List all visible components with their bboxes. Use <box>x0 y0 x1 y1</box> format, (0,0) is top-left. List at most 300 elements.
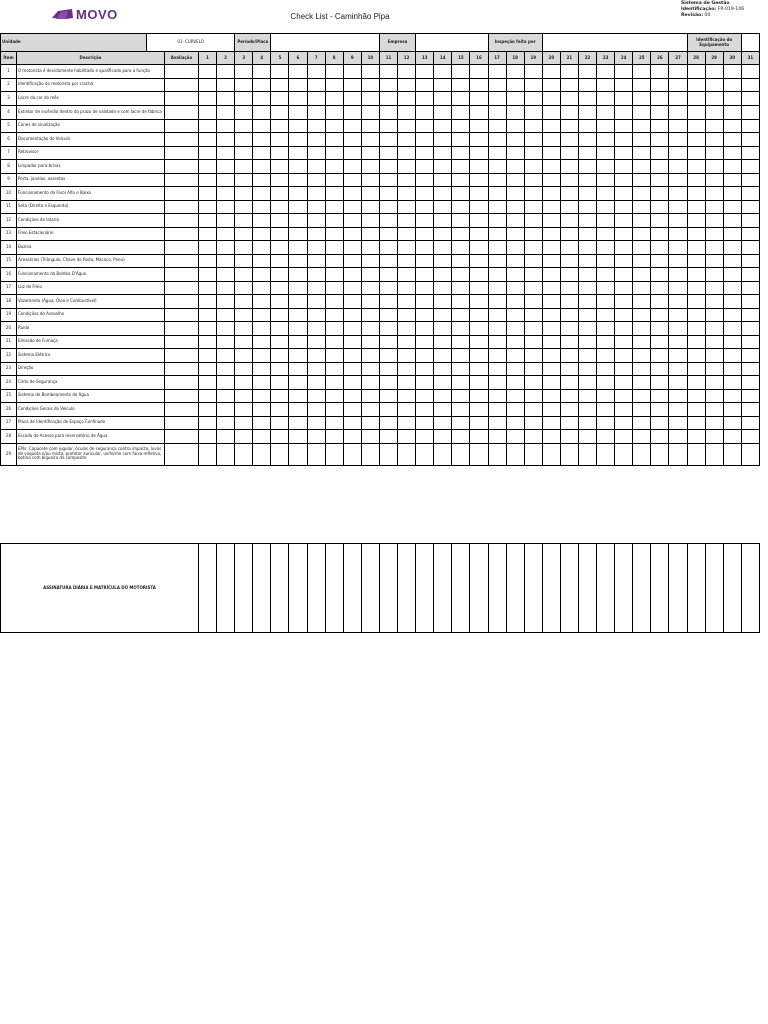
day-check-cell[interactable] <box>651 308 669 322</box>
day-check-cell[interactable] <box>578 281 596 295</box>
day-check-cell[interactable] <box>361 281 379 295</box>
day-check-cell[interactable] <box>235 322 253 336</box>
day-check-cell[interactable] <box>271 254 289 268</box>
day-check-cell[interactable] <box>398 133 416 147</box>
day-check-cell[interactable] <box>343 443 361 465</box>
day-check-cell[interactable] <box>434 214 452 228</box>
day-check-cell[interactable] <box>434 308 452 322</box>
day-check-cell[interactable] <box>452 105 470 119</box>
day-check-cell[interactable] <box>578 349 596 363</box>
day-check-cell[interactable] <box>705 160 723 174</box>
day-check-cell[interactable] <box>289 430 307 444</box>
day-check-cell[interactable] <box>235 254 253 268</box>
day-check-cell[interactable] <box>560 187 578 201</box>
day-check-cell[interactable] <box>542 389 560 403</box>
day-check-cell[interactable] <box>271 281 289 295</box>
day-check-cell[interactable] <box>687 173 705 187</box>
day-check-cell[interactable] <box>524 200 542 214</box>
day-check-cell[interactable] <box>379 119 397 133</box>
day-check-cell[interactable] <box>524 322 542 336</box>
day-check-cell[interactable] <box>325 214 343 228</box>
day-check-cell[interactable] <box>597 443 615 465</box>
day-check-cell[interactable] <box>253 78 271 92</box>
day-check-cell[interactable] <box>398 443 416 465</box>
day-check-cell[interactable] <box>307 160 325 174</box>
day-check-cell[interactable] <box>723 105 741 119</box>
evaluation-cell[interactable] <box>165 119 199 133</box>
day-check-cell[interactable] <box>633 119 651 133</box>
day-check-cell[interactable] <box>416 119 434 133</box>
day-check-cell[interactable] <box>524 281 542 295</box>
day-check-cell[interactable] <box>723 173 741 187</box>
day-check-cell[interactable] <box>452 146 470 160</box>
day-check-cell[interactable] <box>434 268 452 282</box>
day-check-cell[interactable] <box>235 335 253 349</box>
day-check-cell[interactable] <box>578 173 596 187</box>
day-check-cell[interactable] <box>597 362 615 376</box>
day-check-cell[interactable] <box>597 119 615 133</box>
day-check-cell[interactable] <box>615 362 633 376</box>
day-check-cell[interactable] <box>488 65 506 79</box>
day-check-cell[interactable] <box>542 227 560 241</box>
day-check-cell[interactable] <box>452 119 470 133</box>
evaluation-cell[interactable] <box>165 335 199 349</box>
day-check-cell[interactable] <box>687 308 705 322</box>
day-check-cell[interactable] <box>361 335 379 349</box>
day-check-cell[interactable] <box>289 241 307 255</box>
day-check-cell[interactable] <box>578 227 596 241</box>
day-check-cell[interactable] <box>235 214 253 228</box>
day-check-cell[interactable] <box>325 416 343 430</box>
day-check-cell[interactable] <box>705 349 723 363</box>
day-check-cell[interactable] <box>343 160 361 174</box>
day-check-cell[interactable] <box>741 322 759 336</box>
day-check-cell[interactable] <box>470 92 488 106</box>
day-check-cell[interactable] <box>325 335 343 349</box>
day-check-cell[interactable] <box>361 389 379 403</box>
day-check-cell[interactable] <box>416 295 434 309</box>
day-check-cell[interactable] <box>542 254 560 268</box>
day-check-cell[interactable] <box>741 308 759 322</box>
day-check-cell[interactable] <box>597 376 615 390</box>
day-check-cell[interactable] <box>343 200 361 214</box>
day-check-cell[interactable] <box>651 430 669 444</box>
signature-day-cell[interactable] <box>361 544 379 633</box>
day-check-cell[interactable] <box>723 92 741 106</box>
day-check-cell[interactable] <box>488 241 506 255</box>
day-check-cell[interactable] <box>343 119 361 133</box>
day-check-cell[interactable] <box>434 403 452 417</box>
evaluation-cell[interactable] <box>165 268 199 282</box>
day-check-cell[interactable] <box>398 268 416 282</box>
evaluation-cell[interactable] <box>165 78 199 92</box>
day-check-cell[interactable] <box>217 133 235 147</box>
evaluation-cell[interactable] <box>165 187 199 201</box>
day-check-cell[interactable] <box>615 200 633 214</box>
day-check-cell[interactable] <box>560 389 578 403</box>
day-check-cell[interactable] <box>307 403 325 417</box>
day-check-cell[interactable] <box>687 65 705 79</box>
day-check-cell[interactable] <box>434 65 452 79</box>
day-check-cell[interactable] <box>615 214 633 228</box>
signature-day-cell[interactable] <box>651 544 669 633</box>
day-check-cell[interactable] <box>379 160 397 174</box>
day-check-cell[interactable] <box>542 200 560 214</box>
day-check-cell[interactable] <box>651 254 669 268</box>
day-check-cell[interactable] <box>325 227 343 241</box>
day-check-cell[interactable] <box>434 187 452 201</box>
day-check-cell[interactable] <box>506 254 524 268</box>
day-check-cell[interactable] <box>253 376 271 390</box>
evaluation-cell[interactable] <box>165 308 199 322</box>
day-check-cell[interactable] <box>597 146 615 160</box>
day-check-cell[interactable] <box>398 78 416 92</box>
day-check-cell[interactable] <box>741 416 759 430</box>
day-check-cell[interactable] <box>199 295 217 309</box>
day-check-cell[interactable] <box>669 416 687 430</box>
day-check-cell[interactable] <box>307 105 325 119</box>
day-check-cell[interactable] <box>289 335 307 349</box>
signature-day-cell[interactable] <box>470 544 488 633</box>
day-check-cell[interactable] <box>217 349 235 363</box>
day-check-cell[interactable] <box>506 65 524 79</box>
day-check-cell[interactable] <box>416 430 434 444</box>
day-check-cell[interactable] <box>325 133 343 147</box>
day-check-cell[interactable] <box>651 443 669 465</box>
signature-day-cell[interactable] <box>506 544 524 633</box>
day-check-cell[interactable] <box>271 362 289 376</box>
day-check-cell[interactable] <box>379 65 397 79</box>
day-check-cell[interactable] <box>398 200 416 214</box>
day-check-cell[interactable] <box>488 78 506 92</box>
day-check-cell[interactable] <box>361 241 379 255</box>
day-check-cell[interactable] <box>271 322 289 336</box>
day-check-cell[interactable] <box>235 281 253 295</box>
day-check-cell[interactable] <box>217 160 235 174</box>
day-check-cell[interactable] <box>542 362 560 376</box>
day-check-cell[interactable] <box>452 200 470 214</box>
day-check-cell[interactable] <box>307 430 325 444</box>
day-check-cell[interactable] <box>434 362 452 376</box>
day-check-cell[interactable] <box>669 430 687 444</box>
evaluation-cell[interactable] <box>165 241 199 255</box>
day-check-cell[interactable] <box>524 241 542 255</box>
day-check-cell[interactable] <box>235 241 253 255</box>
day-check-cell[interactable] <box>615 335 633 349</box>
day-check-cell[interactable] <box>524 443 542 465</box>
day-check-cell[interactable] <box>470 308 488 322</box>
day-check-cell[interactable] <box>470 241 488 255</box>
day-check-cell[interactable] <box>506 362 524 376</box>
day-check-cell[interactable] <box>470 133 488 147</box>
day-check-cell[interactable] <box>615 349 633 363</box>
day-check-cell[interactable] <box>470 430 488 444</box>
day-check-cell[interactable] <box>470 268 488 282</box>
day-check-cell[interactable] <box>271 65 289 79</box>
day-check-cell[interactable] <box>271 200 289 214</box>
day-check-cell[interactable] <box>343 295 361 309</box>
signature-day-cell[interactable] <box>253 544 271 633</box>
day-check-cell[interactable] <box>615 119 633 133</box>
signature-day-cell[interactable] <box>615 544 633 633</box>
day-check-cell[interactable] <box>578 105 596 119</box>
day-check-cell[interactable] <box>578 146 596 160</box>
day-check-cell[interactable] <box>651 295 669 309</box>
day-check-cell[interactable] <box>578 322 596 336</box>
day-check-cell[interactable] <box>361 254 379 268</box>
day-check-cell[interactable] <box>470 322 488 336</box>
signature-day-cell[interactable] <box>379 544 397 633</box>
day-check-cell[interactable] <box>687 268 705 282</box>
day-check-cell[interactable] <box>723 349 741 363</box>
day-check-cell[interactable] <box>633 416 651 430</box>
day-check-cell[interactable] <box>343 146 361 160</box>
day-check-cell[interactable] <box>253 173 271 187</box>
signature-day-cell[interactable] <box>560 544 578 633</box>
day-check-cell[interactable] <box>705 335 723 349</box>
signature-day-cell[interactable] <box>289 544 307 633</box>
inspecao-value[interactable] <box>542 34 687 52</box>
day-check-cell[interactable] <box>488 416 506 430</box>
day-check-cell[interactable] <box>506 430 524 444</box>
day-check-cell[interactable] <box>597 214 615 228</box>
day-check-cell[interactable] <box>199 349 217 363</box>
day-check-cell[interactable] <box>452 430 470 444</box>
day-check-cell[interactable] <box>199 65 217 79</box>
day-check-cell[interactable] <box>705 133 723 147</box>
day-check-cell[interactable] <box>379 78 397 92</box>
day-check-cell[interactable] <box>217 268 235 282</box>
day-check-cell[interactable] <box>452 78 470 92</box>
day-check-cell[interactable] <box>705 119 723 133</box>
day-check-cell[interactable] <box>669 403 687 417</box>
day-check-cell[interactable] <box>416 133 434 147</box>
day-check-cell[interactable] <box>560 268 578 282</box>
day-check-cell[interactable] <box>560 146 578 160</box>
day-check-cell[interactable] <box>325 376 343 390</box>
day-check-cell[interactable] <box>578 430 596 444</box>
day-check-cell[interactable] <box>452 65 470 79</box>
day-check-cell[interactable] <box>271 268 289 282</box>
day-check-cell[interactable] <box>307 362 325 376</box>
day-check-cell[interactable] <box>524 173 542 187</box>
day-check-cell[interactable] <box>379 389 397 403</box>
day-check-cell[interactable] <box>307 173 325 187</box>
day-check-cell[interactable] <box>651 105 669 119</box>
day-check-cell[interactable] <box>325 92 343 106</box>
day-check-cell[interactable] <box>199 119 217 133</box>
day-check-cell[interactable] <box>542 133 560 147</box>
day-check-cell[interactable] <box>235 416 253 430</box>
day-check-cell[interactable] <box>398 349 416 363</box>
day-check-cell[interactable] <box>470 65 488 79</box>
day-check-cell[interactable] <box>307 200 325 214</box>
day-check-cell[interactable] <box>217 92 235 106</box>
day-check-cell[interactable] <box>470 443 488 465</box>
signature-day-cell[interactable] <box>452 544 470 633</box>
day-check-cell[interactable] <box>361 430 379 444</box>
day-check-cell[interactable] <box>361 160 379 174</box>
day-check-cell[interactable] <box>398 389 416 403</box>
day-check-cell[interactable] <box>560 65 578 79</box>
day-check-cell[interactable] <box>470 200 488 214</box>
signature-day-cell[interactable] <box>597 544 615 633</box>
day-check-cell[interactable] <box>705 362 723 376</box>
day-check-cell[interactable] <box>398 160 416 174</box>
day-check-cell[interactable] <box>416 146 434 160</box>
day-check-cell[interactable] <box>199 254 217 268</box>
day-check-cell[interactable] <box>705 295 723 309</box>
day-check-cell[interactable] <box>506 443 524 465</box>
day-check-cell[interactable] <box>434 78 452 92</box>
day-check-cell[interactable] <box>560 200 578 214</box>
day-check-cell[interactable] <box>434 430 452 444</box>
day-check-cell[interactable] <box>687 389 705 403</box>
day-check-cell[interactable] <box>669 349 687 363</box>
day-check-cell[interactable] <box>669 362 687 376</box>
day-check-cell[interactable] <box>416 254 434 268</box>
day-check-cell[interactable] <box>651 200 669 214</box>
day-check-cell[interactable] <box>253 92 271 106</box>
day-check-cell[interactable] <box>416 416 434 430</box>
day-check-cell[interactable] <box>597 308 615 322</box>
day-check-cell[interactable] <box>651 403 669 417</box>
day-check-cell[interactable] <box>452 254 470 268</box>
day-check-cell[interactable] <box>488 322 506 336</box>
day-check-cell[interactable] <box>361 376 379 390</box>
day-check-cell[interactable] <box>235 146 253 160</box>
day-check-cell[interactable] <box>506 160 524 174</box>
day-check-cell[interactable] <box>524 146 542 160</box>
day-check-cell[interactable] <box>307 146 325 160</box>
day-check-cell[interactable] <box>741 214 759 228</box>
day-check-cell[interactable] <box>434 241 452 255</box>
day-check-cell[interactable] <box>524 268 542 282</box>
day-check-cell[interactable] <box>379 187 397 201</box>
day-check-cell[interactable] <box>398 187 416 201</box>
day-check-cell[interactable] <box>470 254 488 268</box>
day-check-cell[interactable] <box>651 241 669 255</box>
signature-day-cell[interactable] <box>524 544 542 633</box>
day-check-cell[interactable] <box>398 227 416 241</box>
day-check-cell[interactable] <box>578 335 596 349</box>
day-check-cell[interactable] <box>633 430 651 444</box>
day-check-cell[interactable] <box>289 173 307 187</box>
day-check-cell[interactable] <box>723 146 741 160</box>
day-check-cell[interactable] <box>379 200 397 214</box>
day-check-cell[interactable] <box>615 133 633 147</box>
day-check-cell[interactable] <box>452 214 470 228</box>
day-check-cell[interactable] <box>524 133 542 147</box>
day-check-cell[interactable] <box>542 349 560 363</box>
day-check-cell[interactable] <box>217 389 235 403</box>
day-check-cell[interactable] <box>271 430 289 444</box>
day-check-cell[interactable] <box>379 241 397 255</box>
day-check-cell[interactable] <box>578 308 596 322</box>
signature-day-cell[interactable] <box>343 544 361 633</box>
day-check-cell[interactable] <box>307 92 325 106</box>
day-check-cell[interactable] <box>379 295 397 309</box>
day-check-cell[interactable] <box>723 160 741 174</box>
day-check-cell[interactable] <box>416 241 434 255</box>
day-check-cell[interactable] <box>271 227 289 241</box>
day-check-cell[interactable] <box>217 281 235 295</box>
day-check-cell[interactable] <box>271 416 289 430</box>
day-check-cell[interactable] <box>488 443 506 465</box>
day-check-cell[interactable] <box>723 119 741 133</box>
day-check-cell[interactable] <box>271 335 289 349</box>
day-check-cell[interactable] <box>669 200 687 214</box>
day-check-cell[interactable] <box>343 214 361 228</box>
day-check-cell[interactable] <box>235 160 253 174</box>
day-check-cell[interactable] <box>723 78 741 92</box>
day-check-cell[interactable] <box>633 160 651 174</box>
day-check-cell[interactable] <box>524 105 542 119</box>
day-check-cell[interactable] <box>470 281 488 295</box>
day-check-cell[interactable] <box>741 281 759 295</box>
day-check-cell[interactable] <box>633 65 651 79</box>
day-check-cell[interactable] <box>361 133 379 147</box>
day-check-cell[interactable] <box>199 92 217 106</box>
day-check-cell[interactable] <box>669 78 687 92</box>
day-check-cell[interactable] <box>379 92 397 106</box>
evaluation-cell[interactable] <box>165 376 199 390</box>
day-check-cell[interactable] <box>416 403 434 417</box>
day-check-cell[interactable] <box>741 105 759 119</box>
day-check-cell[interactable] <box>199 227 217 241</box>
day-check-cell[interactable] <box>253 416 271 430</box>
signature-day-cell[interactable] <box>235 544 253 633</box>
day-check-cell[interactable] <box>651 78 669 92</box>
signature-day-cell[interactable] <box>669 544 687 633</box>
day-check-cell[interactable] <box>271 160 289 174</box>
day-check-cell[interactable] <box>633 105 651 119</box>
day-check-cell[interactable] <box>669 119 687 133</box>
day-check-cell[interactable] <box>199 160 217 174</box>
day-check-cell[interactable] <box>199 389 217 403</box>
day-check-cell[interactable] <box>325 403 343 417</box>
day-check-cell[interactable] <box>452 268 470 282</box>
day-check-cell[interactable] <box>633 308 651 322</box>
day-check-cell[interactable] <box>669 65 687 79</box>
day-check-cell[interactable] <box>633 146 651 160</box>
day-check-cell[interactable] <box>597 105 615 119</box>
day-check-cell[interactable] <box>615 443 633 465</box>
day-check-cell[interactable] <box>705 78 723 92</box>
day-check-cell[interactable] <box>524 119 542 133</box>
day-check-cell[interactable] <box>343 268 361 282</box>
day-check-cell[interactable] <box>506 92 524 106</box>
day-check-cell[interactable] <box>199 133 217 147</box>
day-check-cell[interactable] <box>597 254 615 268</box>
day-check-cell[interactable] <box>687 430 705 444</box>
day-check-cell[interactable] <box>705 268 723 282</box>
day-check-cell[interactable] <box>217 308 235 322</box>
day-check-cell[interactable] <box>452 376 470 390</box>
day-check-cell[interactable] <box>416 160 434 174</box>
day-check-cell[interactable] <box>615 78 633 92</box>
day-check-cell[interactable] <box>687 241 705 255</box>
day-check-cell[interactable] <box>723 403 741 417</box>
day-check-cell[interactable] <box>343 335 361 349</box>
day-check-cell[interactable] <box>741 133 759 147</box>
day-check-cell[interactable] <box>488 92 506 106</box>
day-check-cell[interactable] <box>452 416 470 430</box>
day-check-cell[interactable] <box>271 105 289 119</box>
day-check-cell[interactable] <box>361 105 379 119</box>
day-check-cell[interactable] <box>217 65 235 79</box>
day-check-cell[interactable] <box>723 416 741 430</box>
